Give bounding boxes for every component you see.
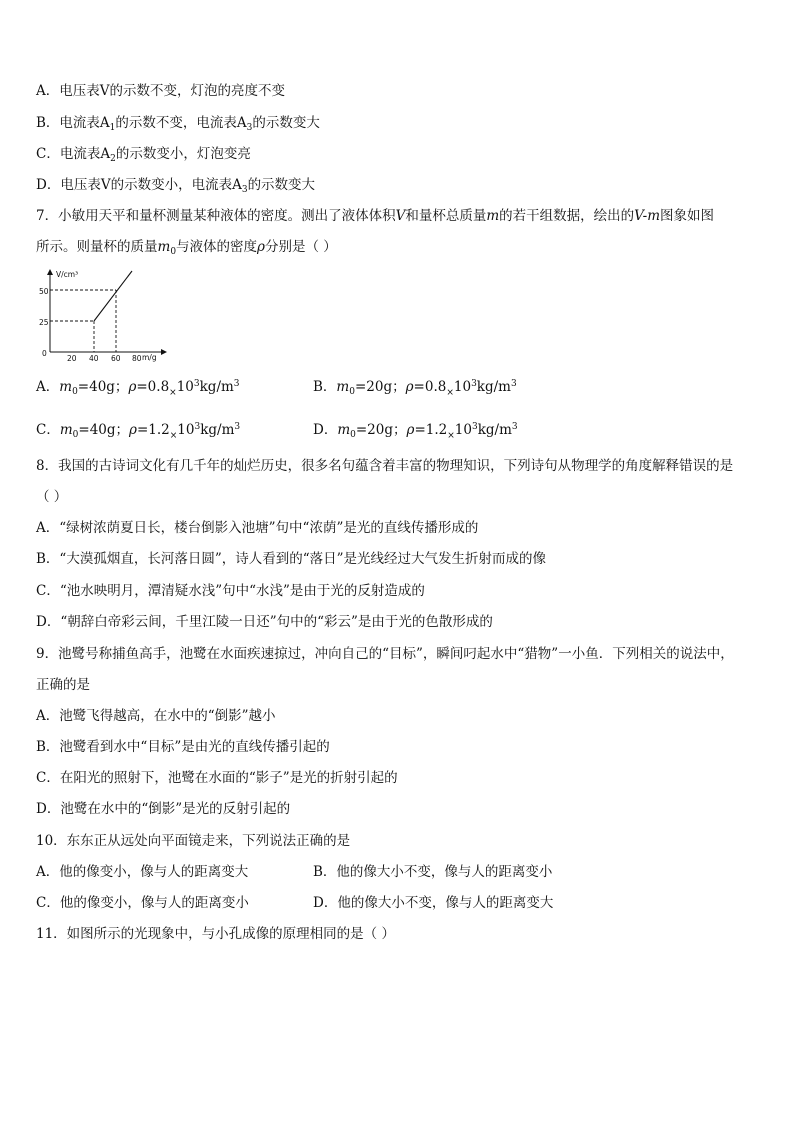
q8-option-a: A．“绿树浓荫夏日长，楼台倒影入池塘”句中“浓荫”是光的直线传播形成的 xyxy=(36,520,479,536)
q9-stem-line2: 正确的是 xyxy=(36,677,90,693)
x-axis-label: m/g xyxy=(142,353,157,362)
q7-stem-line1: 7．小敏用天平和量杯测量某种液体的密度。测出了液体体积V和量杯总质量m的若干组数据，绘出的V-m图象如图 xyxy=(36,208,715,224)
q7-option-d: D．$m_0=20g$；$\rho=1.2_\times 10^3kg/m^3$ xyxy=(313,422,518,441)
q9-option-a: A．池鹭飞得越高，在水中的“倒影”越小 xyxy=(36,708,276,724)
x-tick-60: 60 xyxy=(111,354,121,363)
x-tick-80: 80 xyxy=(132,354,142,363)
x-tick-40: 40 xyxy=(89,354,99,363)
y-tick-25: 25 xyxy=(39,318,49,327)
v-m-graph xyxy=(36,268,176,364)
q10-option-c: C．他的像变小，像与人的距离变小 xyxy=(36,895,249,911)
y-axis-label: V/cm³ xyxy=(56,270,79,279)
q9-option-b: B．池鹭看到水中“目标”是由光的直线传播引起的 xyxy=(36,739,330,755)
q6-option-a: A．电压表V的示数不变，灯泡的亮度不变 xyxy=(36,83,285,99)
q6-option-b: B．电流表$A_1$的示数不变，电流表$A_3$的示数变大 xyxy=(36,115,320,133)
origin-label: 0 xyxy=(42,349,47,358)
q10-option-a: A．他的像变小，像与人的距离变大 xyxy=(36,864,249,880)
q7-stem-line2: 所示。则量杯的质量$m_0$与液体的密度ρ分别是（ ） xyxy=(36,239,337,257)
q9-option-c: C．在阳光的照射下，池鹭在水面的“影子”是光的折射引起的 xyxy=(36,770,398,786)
q7-option-c: C．$m_0=40g$；$\rho=1.2_\times 10^3kg/m^3$ xyxy=(36,422,241,441)
q8-option-c: C．“池水映明月，潭清疑水浅”句中“水浅”是由于光的反射造成的 xyxy=(36,583,425,599)
q9-stem-line1: 9．池鹭号称捕鱼高手，池鹭在水面疾速掠过，冲向自己的“目标”，瞬间叼起水中“猎物”一小鱼．下列相关的说法中， xyxy=(36,646,734,662)
q6-option-c: C．电流表$A_2$的示数变小，灯泡变亮 xyxy=(36,146,251,164)
q7-option-b: B．$m_0=20g$；$\rho=0.8_\times 10^3kg/m^3$ xyxy=(313,379,517,398)
y-tick-50: 50 xyxy=(39,287,49,296)
x-tick-20: 20 xyxy=(67,354,77,363)
q8-stem-line1: 8．我国的古诗词文化有几千年的灿烂历史，很多名句蕴含着丰富的物理知识，下列诗句从物理学的角度解释错误的是 xyxy=(36,458,734,474)
q8-stem-line2: （ ） xyxy=(36,489,68,505)
q9-option-d: D．池鹭在水中的“倒影”是光的反射引起的 xyxy=(36,801,291,817)
q8-option-b: B．“大漠孤烟直，长河落日圆”，诗人看到的“落日”是光线经过大气发生折射而成的像 xyxy=(36,551,547,567)
q10-option-d: D．他的像大小不变，像与人的距离变大 xyxy=(313,895,554,911)
data-line xyxy=(94,271,132,321)
q8-option-d: D．“朝辞白帝彩云间，千里江陵一日还”句中的“彩云”是由于光的色散形成的 xyxy=(36,614,493,630)
q6-option-d: D．电压表V的示数变小，电流表$A_3$的示数变大 xyxy=(36,177,316,195)
q7-option-a: A．$m_0=40g$；$\rho=0.8_\times 10^3kg/m^3$ xyxy=(36,379,240,398)
q10-option-b: B．他的像大小不变，像与人的距离变小 xyxy=(313,864,553,880)
q10-stem: 10．东东正从远处向平面镜走来，下列说法正确的是 xyxy=(36,833,351,849)
q11-stem: 11．如图所示的光现象中，与小孔成像的原理相同的是（ ） xyxy=(36,926,395,942)
